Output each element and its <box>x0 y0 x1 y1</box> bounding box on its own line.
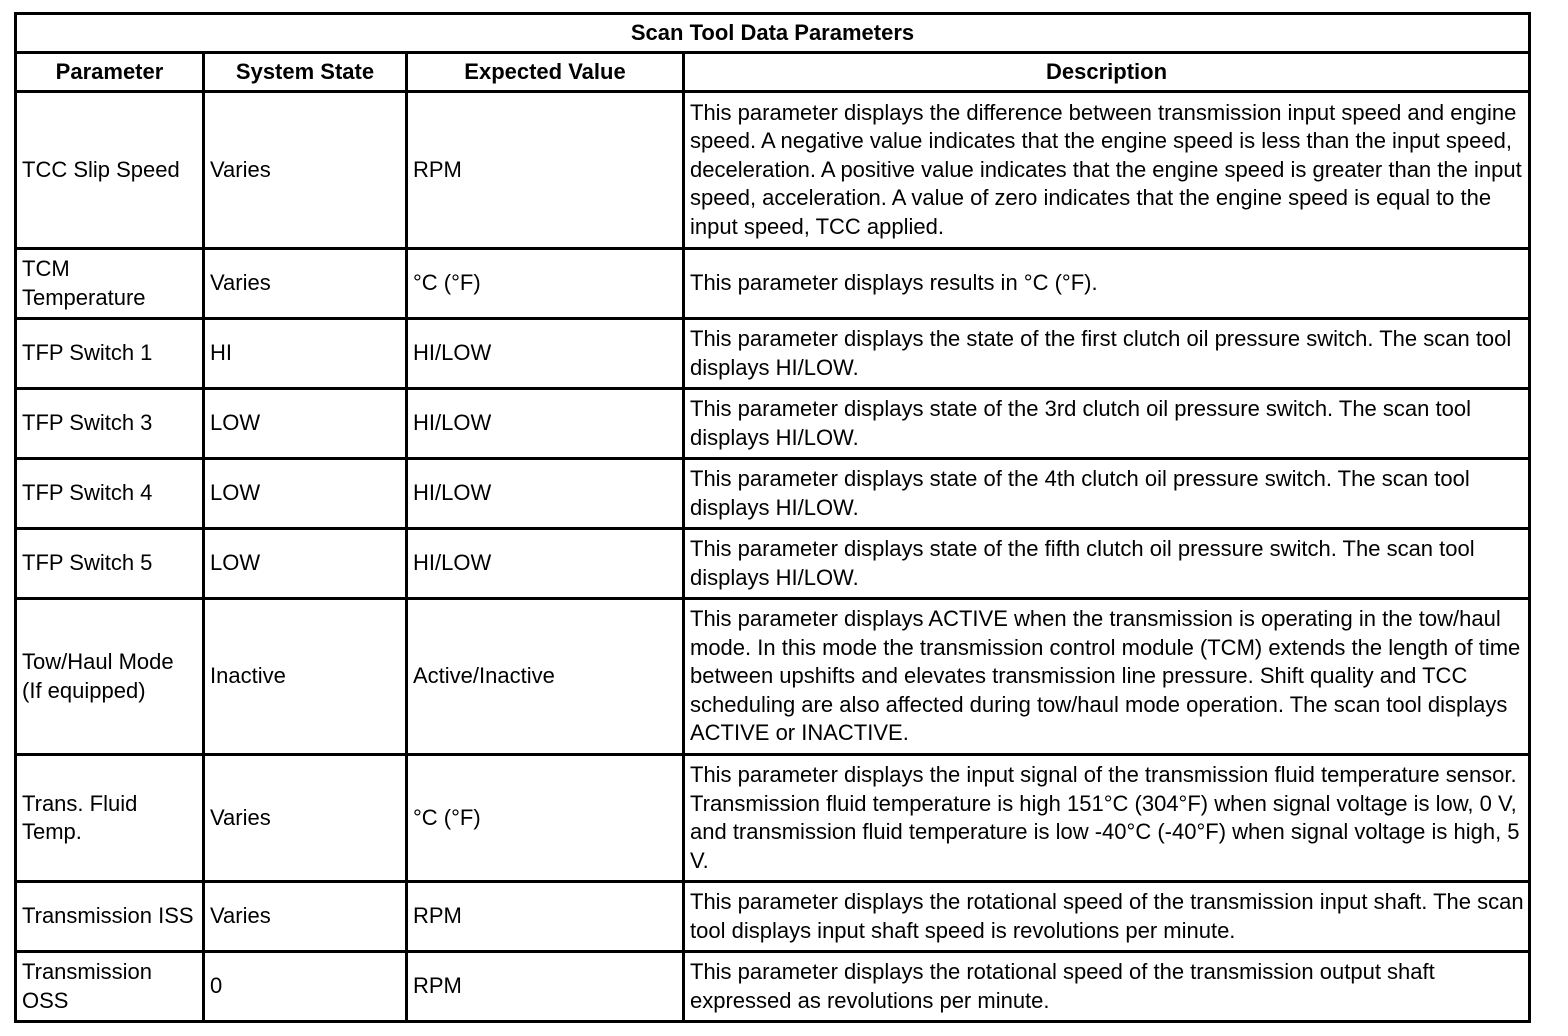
table-row <box>16 92 1530 249</box>
cell-system-state: LOW <box>204 459 407 529</box>
cell-parameter: TFP Switch 4 <box>16 459 204 529</box>
cell-description: This parameter displays the rotational speed of the transmission output shaft expressed as revolutions per minute. <box>684 952 1530 1022</box>
cell-expected-value: °C (°F) <box>407 249 684 319</box>
cell-system-state: Varies <box>204 755 407 882</box>
cell-system-state: Inactive <box>204 599 407 755</box>
table-row <box>16 882 1530 952</box>
cell-expected-value: HI/LOW <box>407 389 684 459</box>
cell-parameter: TFP Switch 3 <box>16 389 204 459</box>
cell-expected-value: RPM <box>407 882 684 952</box>
table-row <box>16 529 1530 599</box>
cell-parameter: Tow/Haul Mode (If equipped) <box>16 599 204 755</box>
cell-system-state: Varies <box>204 882 407 952</box>
cell-system-state: LOW <box>204 389 407 459</box>
cell-parameter: TCC Slip Speed <box>16 92 204 249</box>
cell-description: This parameter displays state of the fifth clutch oil pressure switch. The scan tool displays HI/LOW. <box>684 529 1530 599</box>
cell-expected-value: Active/Inactive <box>407 599 684 755</box>
cell-expected-value: HI/LOW <box>407 319 684 389</box>
header-system-state: System State <box>204 53 407 92</box>
table-row <box>16 249 1530 319</box>
cell-description: This parameter displays state of the 3rd clutch oil pressure switch. The scan tool displays HI/LOW. <box>684 389 1530 459</box>
cell-expected-value: RPM <box>407 952 684 1022</box>
cell-expected-value: HI/LOW <box>407 529 684 599</box>
cell-parameter: Transmission OSS <box>16 952 204 1022</box>
cell-system-state: HI <box>204 319 407 389</box>
cell-expected-value: RPM <box>407 92 684 249</box>
table-row <box>16 952 1530 1022</box>
cell-system-state: 0 <box>204 952 407 1022</box>
cell-description: This parameter displays state of the 4th clutch oil pressure switch. The scan tool displays HI/LOW. <box>684 459 1530 529</box>
header-expected-value: Expected Value <box>407 53 684 92</box>
cell-system-state: Varies <box>204 249 407 319</box>
table-title: Scan Tool Data Parameters <box>16 14 1530 53</box>
cell-description: This parameter displays the input signal of the transmission fluid temperature sensor. Transmission fluid temperature is high 151°C (304°F) when signal voltage is low, 0 V, and transmission fluid temperature is low -40°C (-40°F) when signal voltage is high, 5 V. <box>684 755 1530 882</box>
cell-system-state: Varies <box>204 92 407 249</box>
header-parameter: Parameter <box>16 53 204 92</box>
cell-description: This parameter displays the difference between transmission input speed and engine speed. A negative value indicates that the engine speed is less than the input speed, deceleration. A positive value indicates that the engine speed is greater than the input speed, acceleration. A value of zero indicates that the engine speed is equal to the input speed, TCC applied. <box>684 92 1530 249</box>
table-header-row <box>16 53 1530 92</box>
cell-parameter: Trans. Fluid Temp. <box>16 755 204 882</box>
cell-expected-value: °C (°F) <box>407 755 684 882</box>
cell-description: This parameter displays ACTIVE when the transmission is operating in the tow/haul mode. In this mode the transmission control module (TCM) extends the length of time between upshifts and elevates transmission line pressure. Shift quality and TCC scheduling are also affected during tow/haul mode operation. The scan tool displays ACTIVE or INACTIVE. <box>684 599 1530 755</box>
cell-description: This parameter displays results in °C (°F). <box>684 249 1530 319</box>
cell-parameter: TFP Switch 1 <box>16 319 204 389</box>
table-row <box>16 755 1530 882</box>
table-title-row <box>16 14 1530 53</box>
cell-parameter: TFP Switch 5 <box>16 529 204 599</box>
cell-parameter: Transmission ISS <box>16 882 204 952</box>
table-row <box>16 599 1530 755</box>
scan-tool-data-table <box>14 12 1531 1023</box>
cell-parameter: TCM Temperature <box>16 249 204 319</box>
cell-description: This parameter displays the state of the first clutch oil pressure switch. The scan tool displays HI/LOW. <box>684 319 1530 389</box>
cell-description: This parameter displays the rotational speed of the transmission input shaft. The scan tool displays input shaft speed is revolutions per minute. <box>684 882 1530 952</box>
table-row <box>16 319 1530 389</box>
table-row <box>16 459 1530 529</box>
cell-expected-value: HI/LOW <box>407 459 684 529</box>
table-row <box>16 389 1530 459</box>
cell-system-state: LOW <box>204 529 407 599</box>
header-description: Description <box>684 53 1530 92</box>
